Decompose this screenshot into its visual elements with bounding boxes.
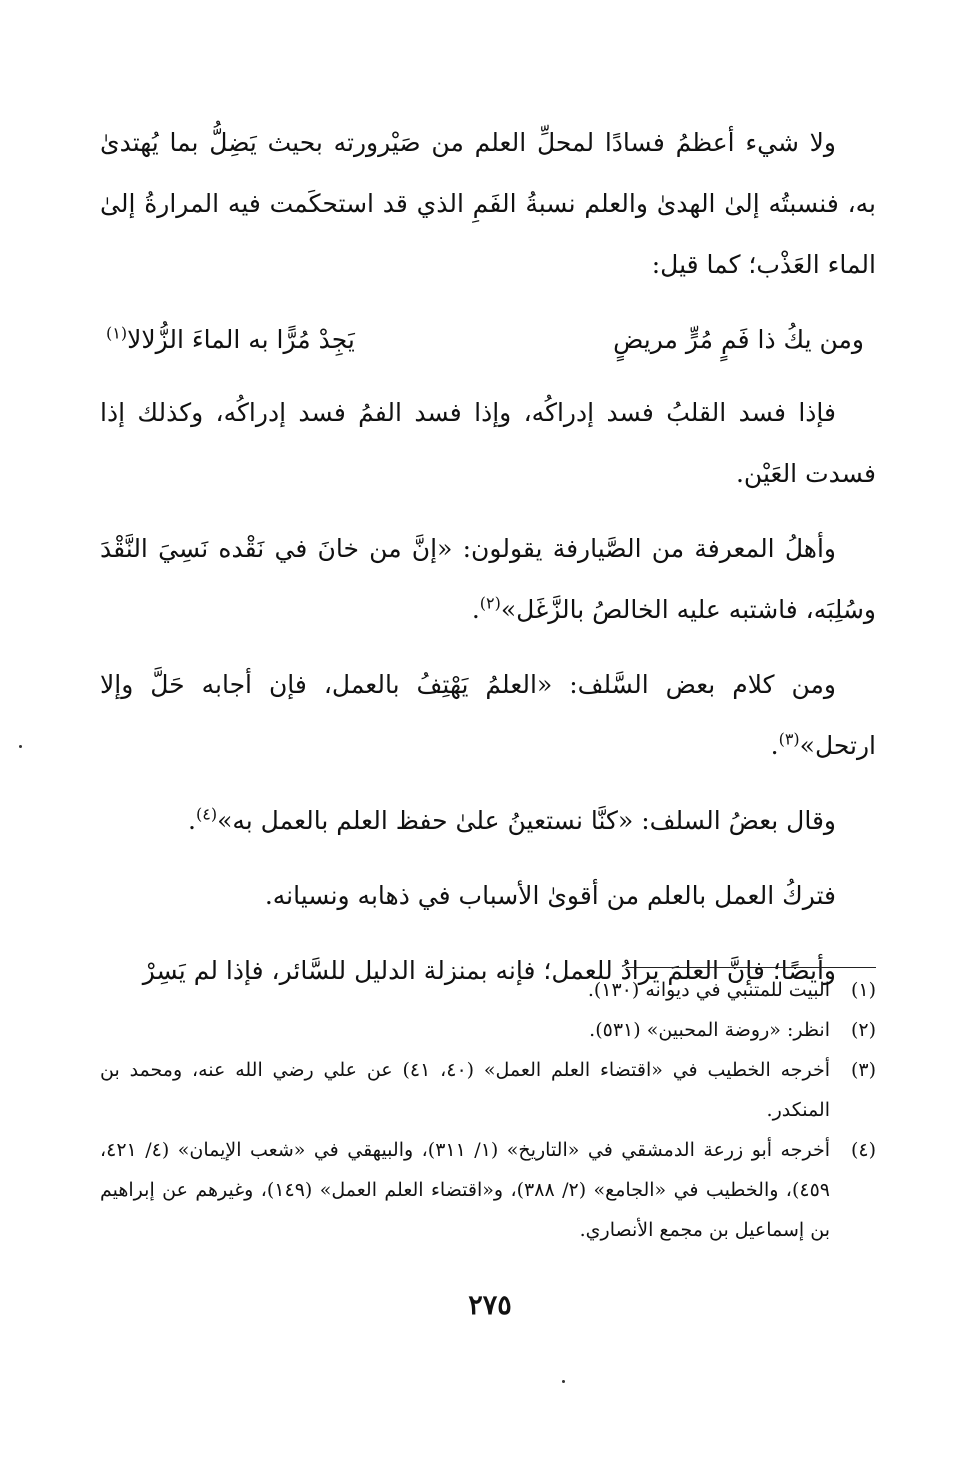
paragraph-3: وأهلُ المعرفة من الصَّيارفة يقولون: «إنَّ من خانَ في نَقْده نَسِيَ النَّقْدَ وسُلِبَه، فاشتبه عليه الخالصُ بالزَّغَل»$^{(٢)}$. [100, 534, 876, 624]
footnote-ref-1: (١) [106, 323, 128, 343]
paragraph-1: ولا شيء أعظمُ فسادًا لمحلِّ العلم من صَيْرورته بحيث يَضِلُّ بما يُهتدىٰ به، فنسبتُه إلىٰ الهدىٰ والعلم نسبةُ الفَمِ الذي قد استحكَمت فيه المرارةُ إلىٰ الماء العَذْب؛ كما قيل: [100, 128, 876, 279]
verse-hemistich-2: يَجِدْ مُرًّا به الماءَ الزُّلالا [127, 325, 355, 354]
footnote-1 [100, 970, 876, 1010]
footnote-3 [100, 1050, 876, 1130]
footnote-separator [626, 967, 876, 968]
verse-hemistich-1: ومن يكُ ذا فَمٍ مُرٍّ مريضٍ [613, 325, 864, 354]
footnote-4 [100, 1130, 876, 1250]
paragraph-7: وأيضًا؛ فإنَّ العلمَ يرادُ للعمل؛ فإنه بمنزلة الدليل للسَّائر، فإذا لم يَسِرْ [142, 956, 836, 985]
footnote-number: (٢) [850, 1019, 876, 1041]
page-number: ٢٧٥ [468, 1290, 512, 1321]
verse-hemistich-2-wrap [106, 309, 355, 370]
footnote-text: أخرجه أبو زرعة الدمشقي في «التاريخ» (١/ ٣١١)، والبيهقي في «شعب الإيمان» (٤/ ٤٢١، ٤٥٩)، والخطيب في «الجامع» (٢/ ٣٨٨)، و«اقتضاء العلم العمل» (١٤٩)، وغيرهم عن إبراهيم بن إسماعيل بن مجمع الأنصاري. [100, 1139, 830, 1241]
paragraph-2: فإذا فسد القلبُ فسد إدراكُه، وإذا فسد الفمُ فسد إدراكُه، وكذلك إذا فسدت العَيْن. [100, 398, 876, 488]
paragraph-4: ومن كلام بعض السَّلف: «العلمُ يَهْتِفُ بالعمل، فإن أجابه حَلَّ وإلا ارتحل»$^{(٣)}$. [100, 670, 876, 760]
footnote-number: (٣) [850, 1059, 876, 1081]
footnote-number: (١) [850, 979, 876, 1001]
paragraph-6: فتركُ العمل بالعلم من أقوىٰ الأسباب في ذهابه ونسيانه. [264, 881, 836, 910]
footnote-text: انظر: «روضة المحبين» (٥٣١). [589, 1019, 830, 1041]
paragraph-5-text: وقال بعضُ السلف: «كنَّا نستعينُ علىٰ حفظ العلم بالعمل به» [217, 806, 836, 835]
footnotes [100, 970, 876, 1250]
footnote-ref-3: (٣) [778, 729, 800, 749]
footnote-text: أخرجه الخطيب في «اقتضاء العلم العمل» (٤٠، ٤١) عن علي رضي الله عنه، ومحمد بن المنكدر. [100, 1059, 831, 1121]
footnote-number: (٤) [850, 1139, 876, 1161]
footnote-ref-2: (٢) [479, 593, 501, 613]
main-text [100, 112, 876, 1015]
scan-speck [562, 1380, 565, 1383]
footnote-text: البيت للمتنبي في ديوانه (١٣٠). [587, 979, 830, 1001]
scan-speck [19, 745, 22, 748]
paragraph-4-text: ومن كلام بعض السَّلف: «العلمُ يَهْتِفُ بالعمل، فإن أجابه حَلَّ وإلا ارتحل» [100, 670, 876, 760]
paragraph-5: وقال بعضُ السلف: «كنَّا نستعينُ علىٰ حفظ العلم بالعمل به»$^{(٤)}$. [188, 804, 836, 835]
footnote-ref-4: (٤) [195, 804, 218, 824]
footnote-2 [100, 1010, 876, 1050]
paragraph-3-text: وأهلُ المعرفة من الصَّيارفة يقولون: «إنَّ من خانَ في نَقْده نَسِيَ النَّقْدَ وسُلِبَه، فاشتبه عليه الخالصُ بالزَّغَل» [100, 534, 876, 624]
poetry-verse [100, 309, 876, 370]
